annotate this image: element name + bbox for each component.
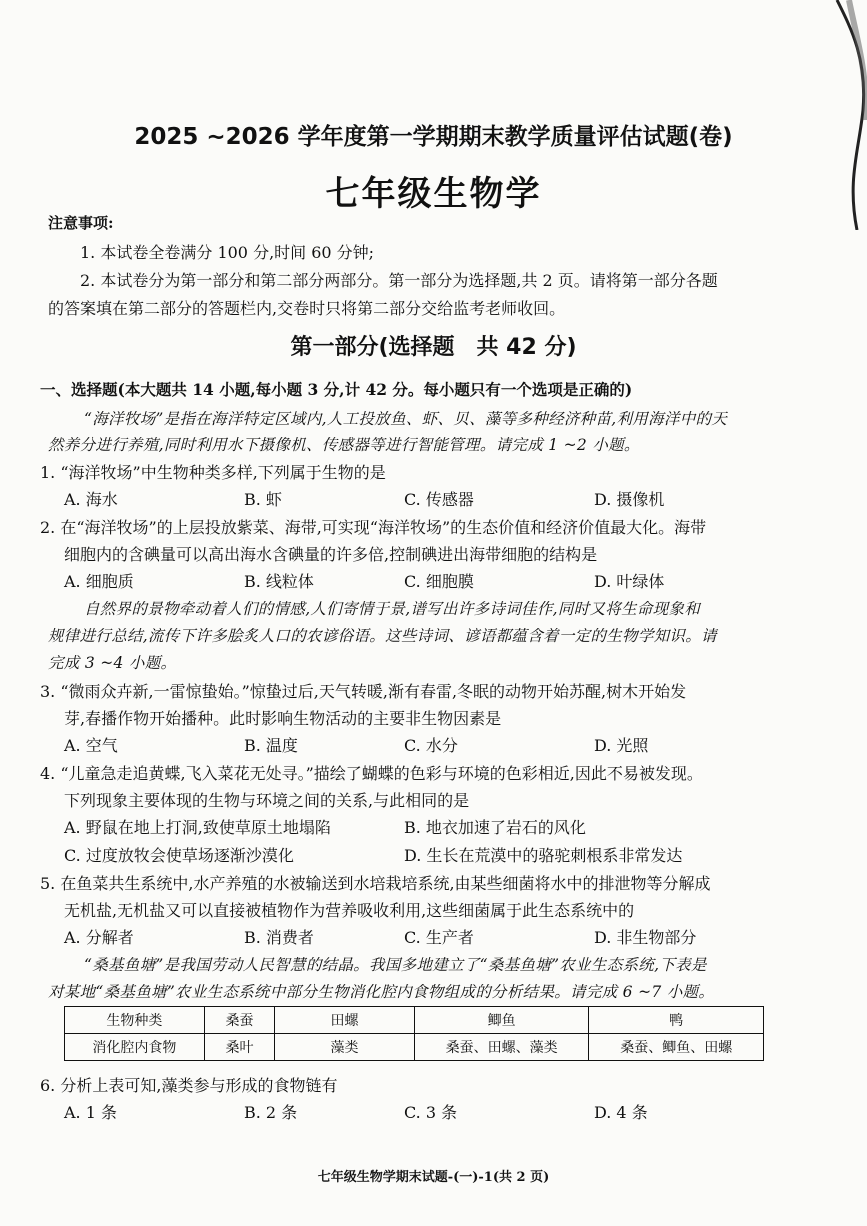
q5-option-b: B. 消费者 — [244, 928, 314, 947]
q5-option-c: C. 生产者 — [404, 928, 474, 947]
q3-stem-line-1: 3. “微雨众卉新,一雷惊蛰始。”惊蛰过后,天气转暖,渐有春雷,冬眠的动物开始苏醒,树木开始发 — [40, 682, 687, 701]
q3-option-d: D. 光照 — [594, 736, 649, 755]
q1-option-c: C. 传感器 — [404, 490, 474, 509]
table-cell: 桑蚕、田螺、藻类 — [414, 1034, 589, 1061]
q4-stem-line-1: 4. “儿童急走追黄蝶,飞入菜花无处寻。”描绘了蝴蝶的色彩与环境的色彩相近,因此不易被发现。 — [40, 764, 703, 783]
q5-stem-line-1: 5. 在鱼菜共生系统中,水产养殖的水被输送到水培栽培系统,由某些细菌将水中的排泄物等分解成 — [40, 874, 711, 893]
q3-option-b: B. 温度 — [244, 736, 298, 755]
subject-title: 七年级生物学 — [325, 174, 542, 214]
passage-3-line-2: 对某地“桑基鱼塘”农业生态系统中部分生物消化腔内食物组成的分析结果。请完成 6 ~7 小题。 — [48, 983, 715, 1001]
exam-title: 2025 ~2026 学年度第一学期期末教学质量评估试题(卷) — [134, 124, 733, 150]
section-instruction: 一、选择题(本大题共 14 小题,每小题 3 分,计 42 分。每小题只有一个选项是正确的) — [40, 380, 633, 399]
passage-2-line-1: 自然界的景物牵动着人们的情感,人们寄情于景,谱写出许多诗词佳作,同时又将生命现象和 — [84, 600, 701, 618]
q6-option-b: B. 2 条 — [244, 1103, 298, 1122]
food-composition-table — [64, 1006, 764, 1061]
table-row — [65, 1007, 764, 1034]
table-cell: 消化腔内食物 — [65, 1034, 205, 1061]
q5-option-d: D. 非生物部分 — [594, 928, 697, 947]
q4-stem-line-2: 下列现象主要体现的生物与环境之间的关系,与此相同的是 — [64, 791, 470, 810]
notice-item-2a: 2. 本试卷分为第一部分和第二部分两部分。第一部分为选择题,共 2 页。请将第一部分各题 — [80, 271, 718, 290]
q6-stem: 6. 分析上表可知,藻类参与形成的食物链有 — [40, 1076, 338, 1095]
notice-item-2b: 的答案填在第二部分的答题栏内,交卷时只将第二部分交给监考老师收回。 — [48, 299, 566, 318]
q5-option-a: A. 分解者 — [64, 928, 134, 947]
q2-option-a: A. 细胞质 — [64, 572, 134, 591]
passage-2-line-2: 规律进行总结,流传下许多脍炙人口的农谚俗语。这些诗词、谚语都蕴含着一定的生物学知识。请 — [48, 627, 717, 645]
q1-option-a: A. 海水 — [64, 490, 118, 509]
q3-option-a: A. 空气 — [64, 736, 118, 755]
q3-stem-line-2: 芽,春播作物开始播种。此时影响生物活动的主要非生物因素是 — [64, 709, 502, 728]
section-title: 第一部分(选择题 共 42 分) — [290, 335, 577, 360]
q2-stem-line-1: 2. 在“海洋牧场”的上层投放紫菜、海带,可实现“海洋牧场”的生态价值和经济价值最大化。海带 — [40, 518, 707, 537]
passage-2-line-3: 完成 3 ~4 小题。 — [48, 654, 177, 672]
q1-option-d: D. 摄像机 — [594, 490, 665, 509]
notice-heading: 注意事项: — [48, 214, 114, 232]
table-cell: 鲫鱼 — [414, 1007, 589, 1034]
q4-option-a: A. 野鼠在地上打洞,致使草原土地塌陷 — [64, 818, 331, 837]
q2-option-c: C. 细胞膜 — [404, 572, 474, 591]
passage-3-line-1: “桑基鱼塘”是我国劳动人民智慧的结晶。我国多地建立了“桑基鱼塘”农业生态系统,下表是 — [84, 956, 707, 974]
page-footer: 七年级生物学期末试题-(一)-1(共 2 页) — [317, 1170, 550, 1185]
q6-option-c: C. 3 条 — [404, 1103, 458, 1122]
q3-option-c: C. 水分 — [404, 736, 458, 755]
q2-option-b: B. 线粒体 — [244, 572, 314, 591]
q1-stem: 1. “海洋牧场”中生物种类多样,下列属于生物的是 — [40, 463, 386, 482]
q6-option-a: A. 1 条 — [64, 1103, 117, 1122]
q1-option-b: B. 虾 — [244, 490, 282, 509]
q5-stem-line-2: 无机盐,无机盐又可以直接被植物作为营养吸收利用,这些细菌属于此生态系统中的 — [64, 901, 635, 920]
passage-1-line-2: 然养分进行养殖,同时利用水下摄像机、传感器等进行智能管理。请完成 1 ~2 小题。 — [48, 436, 640, 454]
q4-option-b: B. 地衣加速了岩石的风化 — [404, 818, 586, 837]
table-cell: 藻类 — [275, 1034, 415, 1061]
table-cell: 桑叶 — [204, 1034, 274, 1061]
table-cell: 生物种类 — [65, 1007, 205, 1034]
table-cell: 鸭 — [589, 1007, 764, 1034]
q6-option-d: D. 4 条 — [594, 1103, 648, 1122]
table-cell: 桑蚕 — [204, 1007, 274, 1034]
passage-1-line-1: “海洋牧场”是指在海洋特定区域内,人工投放鱼、虾、贝、藻等多种经济种苗,利用海洋中的天 — [84, 410, 728, 428]
q4-option-d: D. 生长在荒漠中的骆驼刺根系非常发达 — [404, 846, 683, 865]
q2-stem-line-2: 细胞内的含碘量可以高出海水含碘量的许多倍,控制碘进出海带细胞的结构是 — [64, 545, 598, 564]
table-cell: 桑蚕、鲫鱼、田螺 — [589, 1034, 764, 1061]
table-cell: 田螺 — [275, 1007, 415, 1034]
table-row — [65, 1034, 764, 1061]
q4-option-c: C. 过度放牧会使草场逐渐沙漠化 — [64, 846, 294, 865]
notice-item-1: 1. 本试卷全卷满分 100 分,时间 60 分钟; — [80, 243, 375, 262]
q2-option-d: D. 叶绿体 — [594, 572, 665, 591]
